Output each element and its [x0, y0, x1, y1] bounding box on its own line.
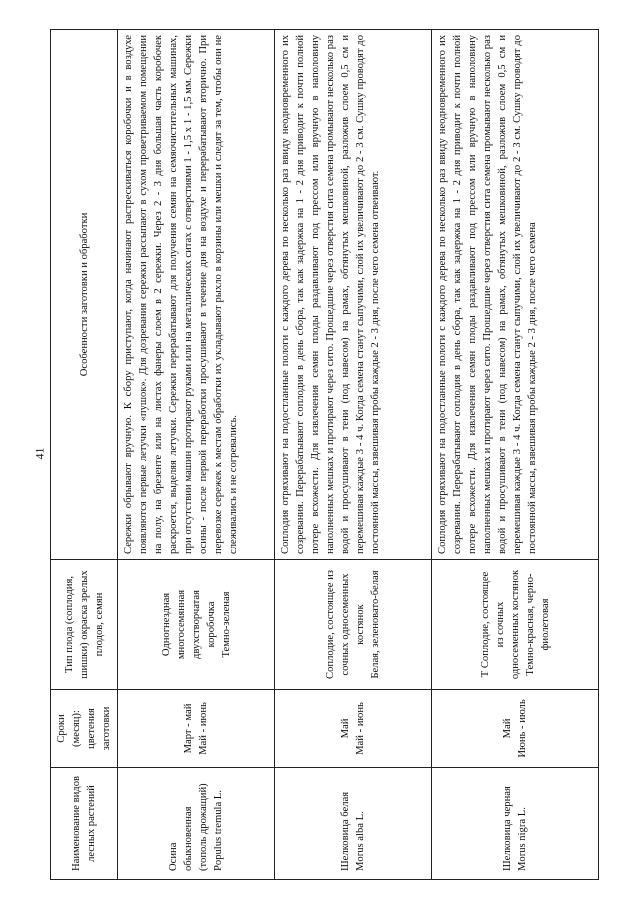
terms-cell [275, 690, 432, 768]
harvest-term: Май - июнь [198, 702, 209, 755]
processing-description: Соплодия отряхивают на подостланные пологи с каждого дерева по несколько раз ввиду неодновременного их созревания. Перерабатывают соплодия в день сбора, так как задержка на 1 - 2 дня приводит к почти полной потере всхожести. Для извлечения семян плоды раздавливают под прессом или вручную в наполовину наполненных мешках и протирают через сито. Прошедшие через отверстия сита семена промывают несколько раз водой и просушивают в тени (под навесом) на рамах, обтянутых мешковиной, разложив слоем 0,5 см и перемешивая каждые 3 - 4 ч. Когда семена станут сыпучими, слой их увеличивают до 2 - 3 см. Сушку проводят до постоянной массы, взвешивая пробы каждые 2 - 3 дня, после чего семена отвеивают. [275, 30, 432, 560]
fruit-line: многосемянная [175, 589, 187, 660]
processing-description: Соплодия отряхивают на подостланные пологи с каждого дерева по несколько раз ввиду неодновременного их созревания. Перерабатывают соплодия в день сбора, так как задержка на 1 - 2 дня приводит к почти полной потере всхожести. Для извлечения семян плоды раздавливают под прессом или вручную в наполовину наполненных мешках и протирают через сито. Прошедшие через отверстия сита семена промывают несколько раз водой и просушивают в тени (под навесом) на рамах, обтянутых мешковиной, разложив слоем 0,5 см и перемешивая каждые 3 - 4 ч. Когда семена станут сыпучими, слой их увеличивают до 2 - 3 см. Сушку проводят до постоянной массы, взвешивая пробы каждые 2 - 3 дня, после чего семена [432, 30, 599, 560]
harvest-term: Июнь - июль [517, 699, 528, 758]
fruit-line: односеменных костянок [509, 569, 521, 680]
fruit-cell [275, 560, 432, 690]
species-name-cell [118, 768, 275, 880]
flowering-term: Март - май [183, 703, 194, 754]
species-name-line: Шелковица черная [502, 786, 513, 871]
fruit-color: Белая, зеленовато-белая [370, 570, 381, 679]
harvest-term: Май - июнь [355, 702, 366, 755]
header-species-name: Наименование видов лесных растений [51, 768, 118, 880]
species-name-cell [275, 768, 432, 880]
fruit-cell [118, 560, 275, 690]
fruit-color: Темно-зеленая [220, 591, 232, 658]
fruit-line: двухстворчатая [190, 590, 202, 659]
fruit-color: фиолетовая [539, 598, 551, 651]
species-latin-name: Morus alba L. [355, 811, 366, 871]
species-table [50, 29, 599, 880]
species-name-cell [432, 768, 599, 880]
fruit-line: Одногнездная [160, 592, 172, 657]
flowering-term: Май [502, 718, 513, 739]
fruit-line: Т Соплодие, состоящее [479, 571, 491, 678]
fruit-line: костянок [355, 604, 366, 645]
header-processing: Особенности заготовки и обработки [51, 30, 118, 560]
fruit-line: из сочных [494, 601, 506, 648]
rotated-page-content [50, 30, 575, 880]
header-terms: Сроки (месяц): цветения заготовки [51, 690, 118, 768]
species-latin-name: Populus tremula L. [213, 790, 224, 871]
terms-cell [432, 690, 599, 768]
species-name-line: обыкновенная [183, 806, 194, 871]
table-row [275, 30, 432, 880]
fruit-line: коробочка [205, 601, 217, 648]
processing-description: Сережки обрывают вручную. К сбору приступают, когда начинают растрескиваться коробочки и в воздухе появляются первые летучки «пушок». Для дозревания сережки рассыпают в сухом проветриваемом помещении на полу, на брезенте или на листах фанеры слоем в 2 сережки. Через 2 - 3 дня большая часть коробочек раскроется, выделяя летучки. Сережки перерабатывают для получения семян на семяочистительных машинах, при отсутствии машин протирают руками или на металлических ситах с отверстиями 1 - 1,5 х 1 - 1,5 мм. Сережки осины - после первой переработки просушивают в течение дня на воздухе и перерабатывают вторично. При перевозке сережек к местам обработки их укладывают рыхло в корзины или мешки и следят за тем, чтобы они не слеживались и не согревались. [118, 30, 275, 560]
header-fruit-type: Тип плода (соплодия, шишки) окраска зрелых плодов, семян [51, 560, 118, 690]
species-name-line: (тополь дрожащий) [198, 783, 209, 871]
species-name-line: Шелковица белая [340, 791, 351, 871]
table-header-row [51, 30, 118, 880]
flowering-term: Май [340, 718, 351, 739]
fruit-cell [432, 560, 599, 690]
fruit-color: Темно-красная, черно- [524, 573, 536, 676]
terms-cell [118, 690, 275, 768]
table-row [118, 30, 275, 880]
species-name-line: Осина [168, 842, 179, 871]
page-number: 41 [32, 447, 47, 460]
fruit-line: сочных односеменных [340, 573, 351, 676]
table-row [432, 30, 599, 880]
species-latin-name: Morus nigra L. [517, 807, 528, 871]
fruit-line: Соплодие, состоящее из [325, 570, 336, 679]
